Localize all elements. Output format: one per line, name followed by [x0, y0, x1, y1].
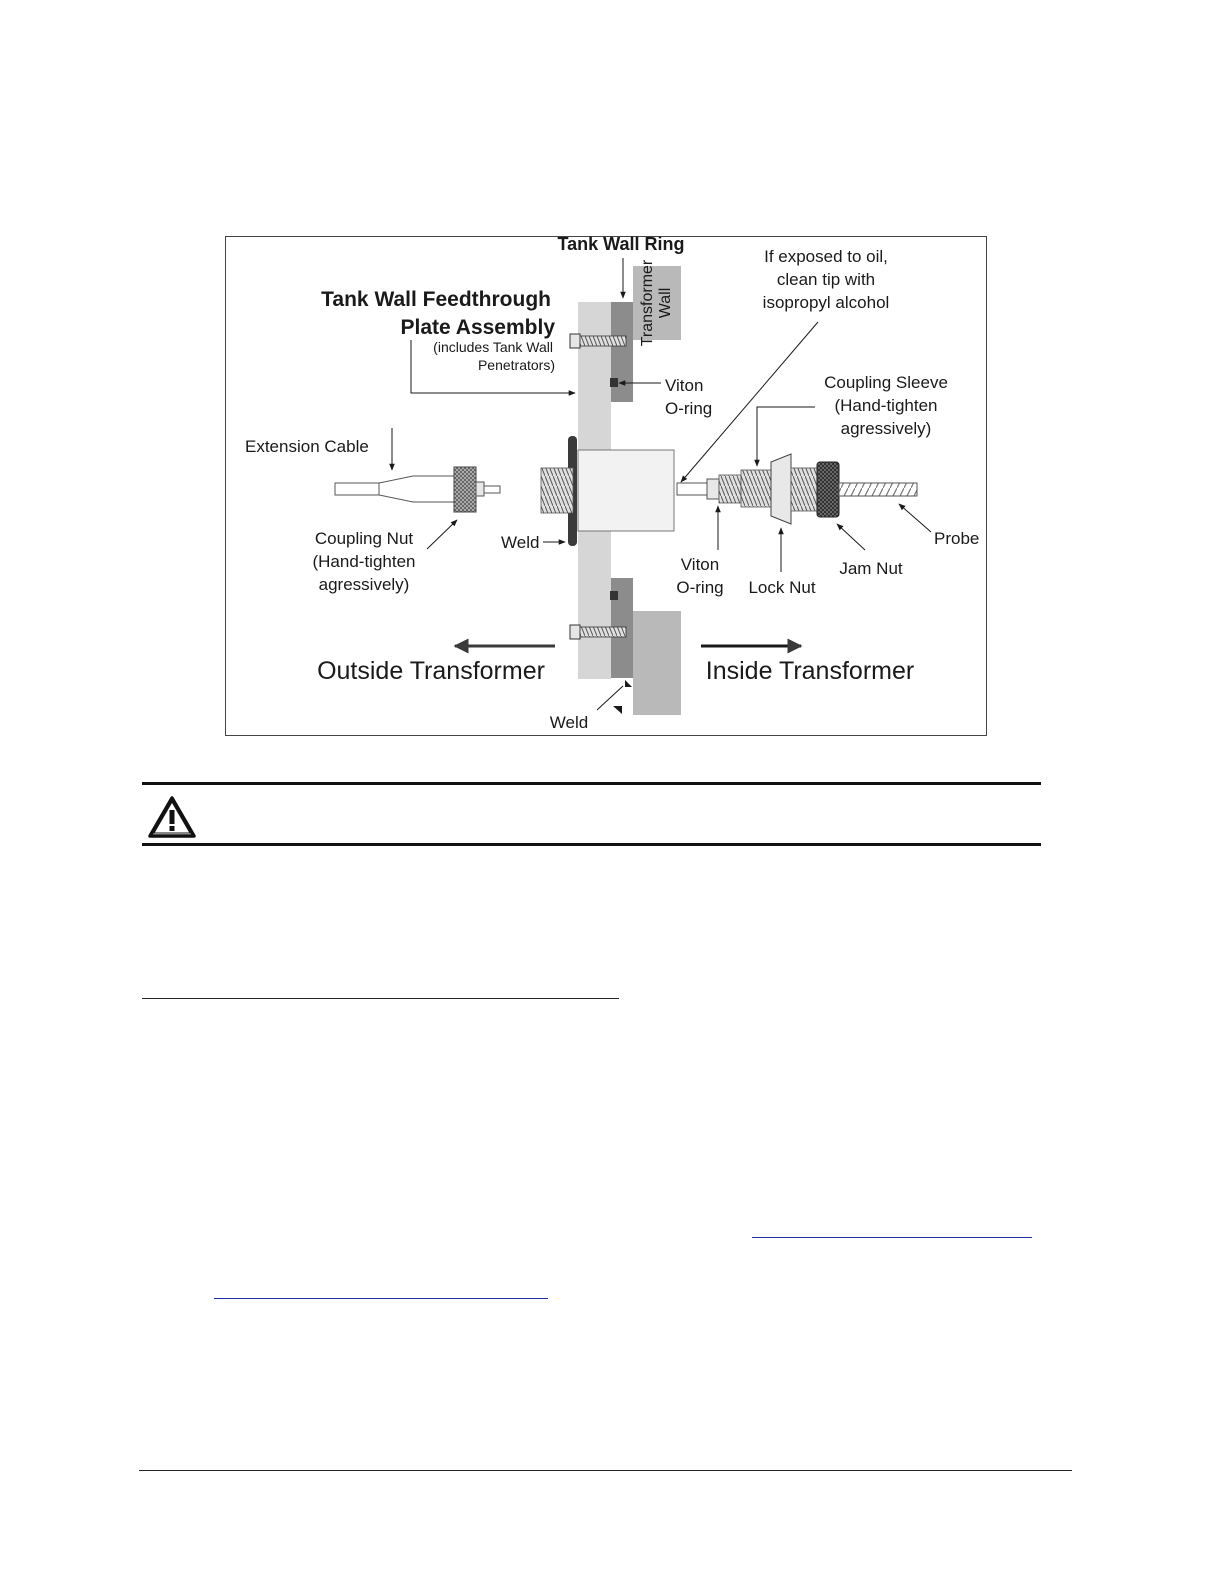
penetrator-threads [541, 468, 573, 513]
oring-lower-dot [610, 591, 618, 600]
label-feedthrough-note-2: Penetrators) [477, 357, 555, 373]
label-tank-wall-ring: Tank Wall Ring [557, 236, 685, 254]
label-coupling-sleeve-1: Coupling Sleeve [824, 373, 948, 392]
upper-bolt [570, 334, 626, 348]
label-probe: Probe [934, 529, 980, 548]
transformer-wall-lower [633, 611, 681, 715]
feedthrough-plate-lower [578, 531, 611, 679]
footer-rule [139, 1470, 1072, 1471]
lower-bolt [570, 625, 626, 639]
label-inside-transformer: Inside Transformer [705, 657, 915, 685]
label-feedthrough-title-1: Tank Wall Feedthrough [321, 288, 551, 311]
label-oil-3: isopropyl alcohol [762, 293, 890, 312]
label-viton-top-1: Viton [665, 376, 704, 395]
label-weld-bottom: Weld [549, 713, 589, 732]
label-oil-1: If exposed to oil, [764, 247, 888, 266]
label-transformer-wall-1: Transformer [639, 259, 656, 347]
label-viton-bottom-2: O-ring [676, 578, 724, 597]
label-transformer-wall-2: Wall [657, 287, 674, 319]
label-coupling-nut-1: Coupling Nut [314, 529, 414, 548]
label-jam-nut: Jam Nut [839, 559, 903, 578]
label-coupling-nut-3: agressively) [318, 575, 410, 594]
label-feedthrough-note-1: (includes Tank Wall [433, 339, 553, 355]
label-coupling-sleeve-2: (Hand-tighten [834, 396, 938, 415]
label-feedthrough-title-2: Plate Assembly [400, 316, 555, 339]
hyperlink-underline-2[interactable] [214, 1298, 548, 1299]
label-viton-top-2: O-ring [665, 399, 713, 418]
oring-upper-dot [610, 378, 618, 387]
label-outside-transformer: Outside Transformer [317, 657, 545, 685]
diagram-svg [225, 236, 987, 736]
warning-box [142, 782, 1041, 846]
feedthrough-diagram [225, 236, 987, 736]
label-coupling-nut-2: (Hand-tighten [312, 552, 416, 571]
label-lock-nut: Lock Nut [748, 578, 816, 597]
label-extension-cable: Extension Cable [245, 437, 369, 456]
section-rule [142, 998, 619, 999]
label-oil-2: clean tip with [776, 270, 876, 289]
feedthrough-plate-upper [578, 302, 611, 450]
hyperlink-underline-1[interactable] [752, 1237, 1032, 1238]
label-viton-bottom-1: Viton [680, 555, 720, 574]
warning-icon [147, 795, 197, 839]
penetrator-body [578, 450, 674, 531]
label-coupling-sleeve-3: agressively) [840, 419, 932, 438]
label-weld-mid: Weld [501, 533, 540, 552]
